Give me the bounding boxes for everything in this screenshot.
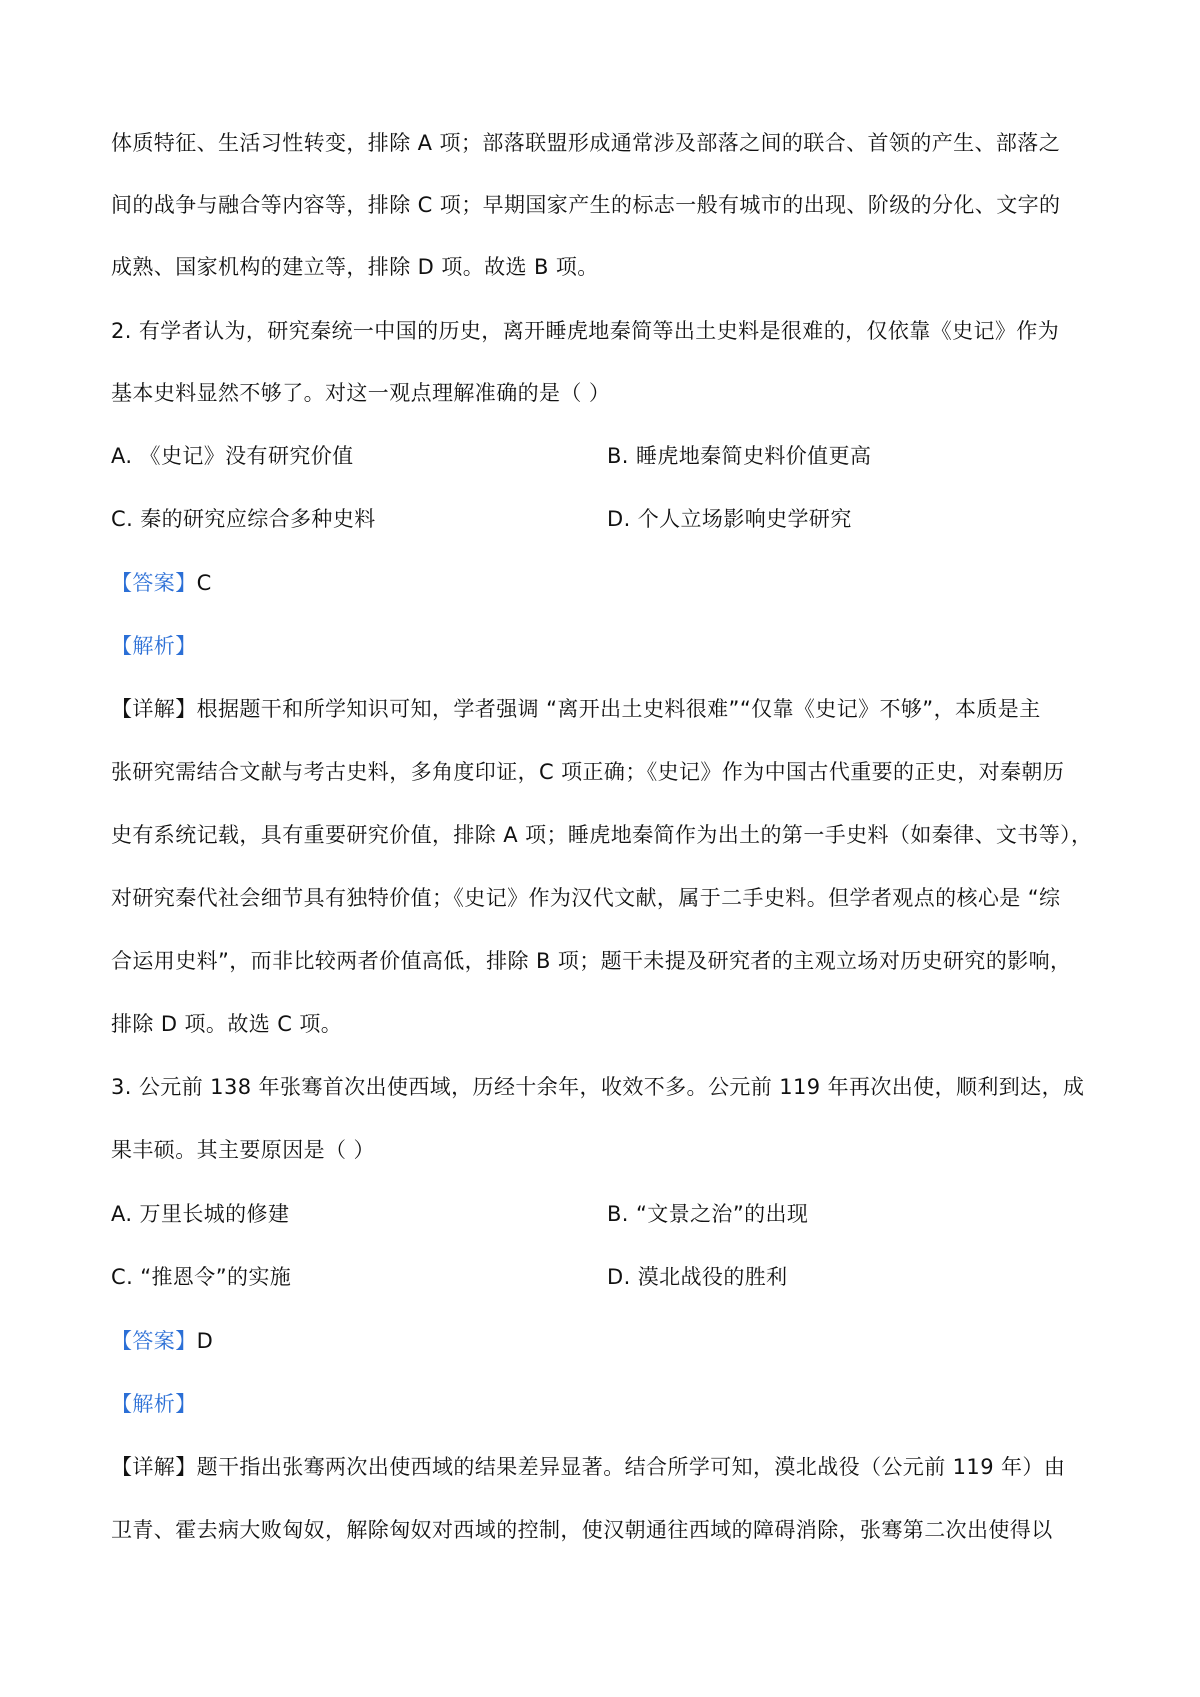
question-3-option-b: B. “文景之治”的出现 [607, 1202, 809, 1226]
question-2-option-d: D. 个人立场影响史学研究 [607, 507, 852, 531]
analysis-label: 【解析】 [111, 634, 197, 658]
answer-label: 【答案】 [111, 1329, 197, 1353]
paragraph-line: 成熟、国家机构的建立等，排除 D 项。故选 B 项。 [111, 255, 599, 279]
question-3-answer [111, 1326, 213, 1356]
question-2-detail: 排除 D 项。故选 C 项。 [111, 1012, 343, 1036]
answer-value: D [196, 1329, 214, 1353]
answer-label: 【答案】 [111, 571, 197, 595]
question-2-detail: 对研究秦代社会细节具有独特价值；《史记》作为汉代文献，属于二手史料。但学者观点的核心是 “综 [111, 886, 1061, 910]
question-2-option-c: C. 秦的研究应综合多种史料 [111, 507, 376, 531]
question-2-option-b: B. 睡虎地秦简史料价值更高 [607, 444, 872, 468]
paragraph-line: 间的战争与融合等内容等，排除 C 项；早期国家产生的标志一般有城市的出现、阶级的分化、文字的 [111, 193, 1061, 217]
question-3-stem: 果丰硕。其主要原因是（ ） [111, 1138, 375, 1162]
question-3-analysis-label [111, 1389, 197, 1419]
question-3-stem: 3. 公元前 138 年张骞首次出使西域，历经十余年，收效不多。公元前 119 年再次出使，顺利到达，成 [111, 1075, 1085, 1099]
question-2-detail: 合运用史料”，而非比较两者价值高低，排除 B 项；题干未提及研究者的主观立场对历史研究的影响， [111, 949, 1072, 973]
question-2-stem: 2. 有学者认为，研究秦统一中国的历史，离开睡虎地秦简等出土史料是很难的，仅依靠《史记》作为 [111, 319, 1060, 343]
answer-value: C [196, 571, 212, 595]
question-3-option-a: A. 万里长城的修建 [111, 1202, 290, 1226]
question-2-detail: 张研究需结合文献与考古史料，多角度印证，C 项正确；《史记》作为中国古代重要的正史，对秦朝历 [111, 760, 1065, 784]
question-3-option-c: C. “推恩令”的实施 [111, 1265, 292, 1289]
question-2-option-a: A. 《史记》没有研究价值 [111, 444, 354, 468]
question-2-detail: 【详解】根据题干和所学知识可知，学者强调 “离开出土史料很难”“仅靠《史记》不够”，本质是主 [111, 697, 1041, 721]
question-2-answer [111, 568, 212, 598]
question-3-option-d: D. 漠北战役的胜利 [607, 1265, 788, 1289]
question-2-stem: 基本史料显然不够了。对这一观点理解准确的是（ ） [111, 381, 611, 405]
question-3-detail: 【详解】题干指出张骞两次出使西域的结果差异显著。结合所学可知，漠北战役（公元前 119 年）由 [111, 1455, 1066, 1479]
question-3-detail: 卫青、霍去病大败匈奴，解除匈奴对西域的控制，使汉朝通往西域的障碍消除，张骞第二次出使得以 [111, 1518, 1053, 1542]
question-2-detail: 史有系统记载，具有重要研究价值，排除 A 项；睡虎地秦简作为出土的第一手史料（如秦律、文书等）， [111, 823, 1093, 847]
question-2-analysis-label [111, 631, 197, 661]
paragraph-line: 体质特征、生活习性转变，排除 A 项；部落联盟形成通常涉及部落之间的联合、首领的产生、部落之 [111, 131, 1061, 155]
analysis-label: 【解析】 [111, 1392, 197, 1416]
